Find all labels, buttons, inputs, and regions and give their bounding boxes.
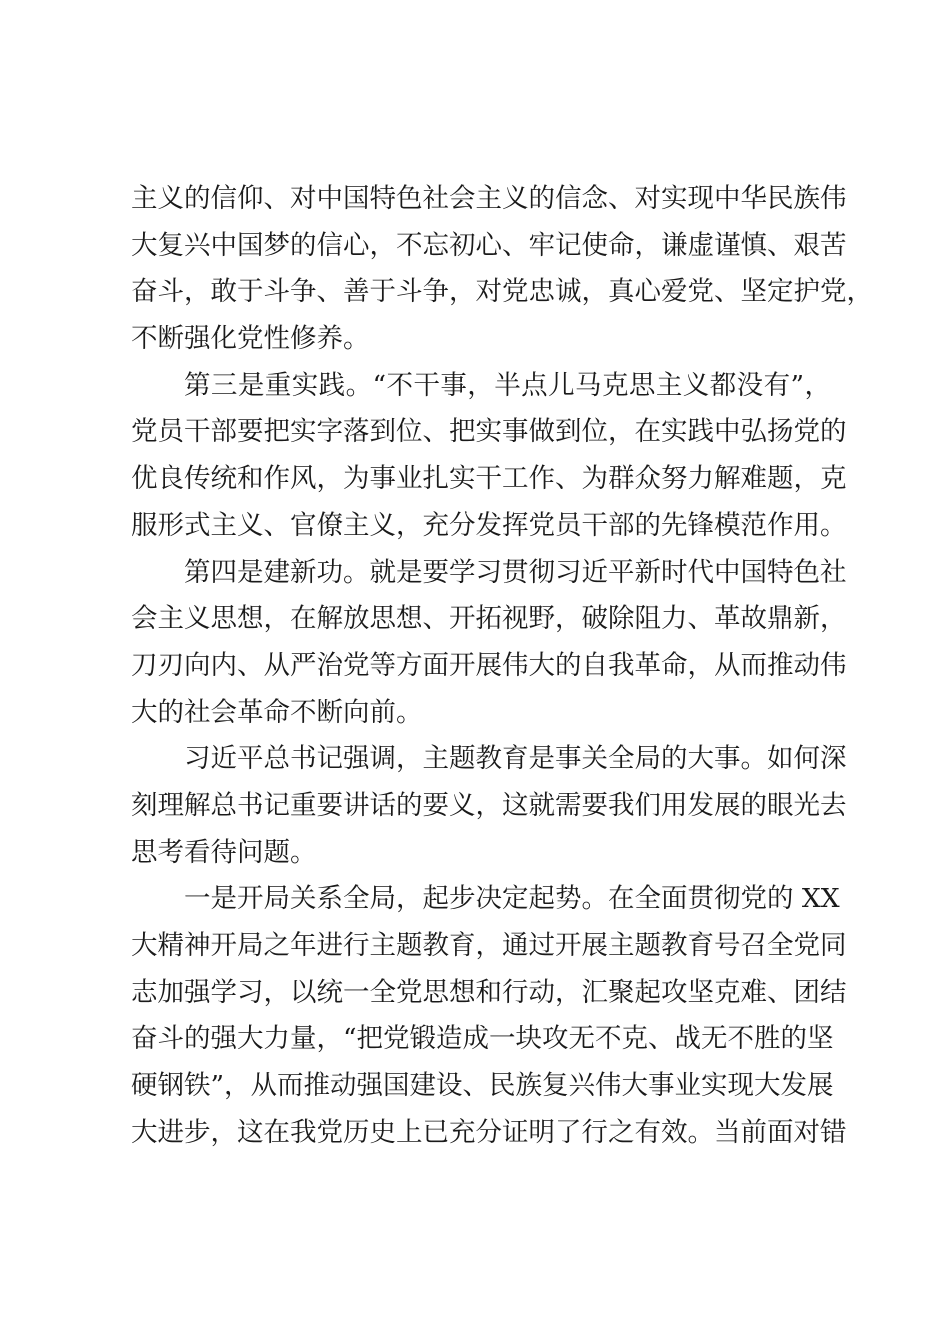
text-line: 会主义思想，在解放思想、开拓视野，破除阻力、革故鼎新， bbox=[131, 603, 847, 635]
paragraph-general-secretary-emphasis bbox=[131, 736, 847, 876]
text-line: 服形式主义、官僚主义，充分发挥党员干部的先锋模范作用。 bbox=[131, 509, 847, 541]
text-line: 党员干部要把实字落到位、把实事做到位，在实践中弘扬党的 bbox=[131, 416, 847, 448]
paragraph-fourth-new-achievements bbox=[131, 550, 847, 737]
text-line: 主义的信仰、对中国特色社会主义的信念、对实现中华民族伟 bbox=[131, 183, 847, 214]
text-line: 第三是重实践。“不干事，半点儿马克思主义都没有”， bbox=[184, 369, 831, 401]
document-body bbox=[131, 176, 873, 1156]
text-line: 刻理解总书记重要讲话的要义，这就需要我们用发展的眼光去 bbox=[131, 789, 847, 821]
paragraph-party-spirit-continued bbox=[131, 176, 873, 363]
text-line: 习近平总书记强调，主题教育是事关全局的大事。如何深 bbox=[184, 743, 847, 775]
text-line: 大进步，这在我党历史上已充分证明了行之有效。当前面对错 bbox=[131, 1116, 847, 1148]
text-line: 大复兴中国梦的信心，不忘初心、牢记使命，谦虚谨慎、艰苦 bbox=[131, 229, 847, 261]
paragraph-first-opening-overall bbox=[131, 876, 847, 1156]
text-line: 刀刃向内、从严治党等方面开展伟大的自我革命，从而推动伟 bbox=[131, 649, 847, 681]
text-line: 大精神开局之年进行主题教育，通过开展主题教育号召全党同 bbox=[131, 930, 847, 961]
text-line: 志加强学习，以统一全党思想和行动，汇聚起攻坚克难、团结 bbox=[131, 976, 847, 1008]
text-line: 不断强化党性修养。 bbox=[131, 323, 370, 355]
paragraph-third-practice bbox=[131, 363, 847, 550]
text-line: 大的社会革命不断向前。 bbox=[131, 696, 423, 728]
text-line: 第四是建新功。就是要学习贯彻习近平新时代中国特色社 bbox=[184, 556, 847, 588]
text-line: 硬钢铁”，从而推动强国建设、民族复兴伟大事业实现大发展 bbox=[131, 1070, 834, 1102]
text-line: 一是开局关系全局，起步决定起势。在全面贯彻党的 XX bbox=[184, 883, 840, 915]
text-line: 奋斗的强大力量，“把党锻造成一块攻无不克、战无不胜的坚 bbox=[131, 1023, 834, 1055]
text-line: 奋斗，敢于斗争、善于斗争，对党忠诚，真心爱党、坚定护党， bbox=[131, 276, 873, 308]
text-line: 优良传统和作风，为事业扎实干工作、为群众努力解难题，克 bbox=[131, 463, 847, 495]
text-line: 思考看待问题。 bbox=[131, 836, 317, 868]
